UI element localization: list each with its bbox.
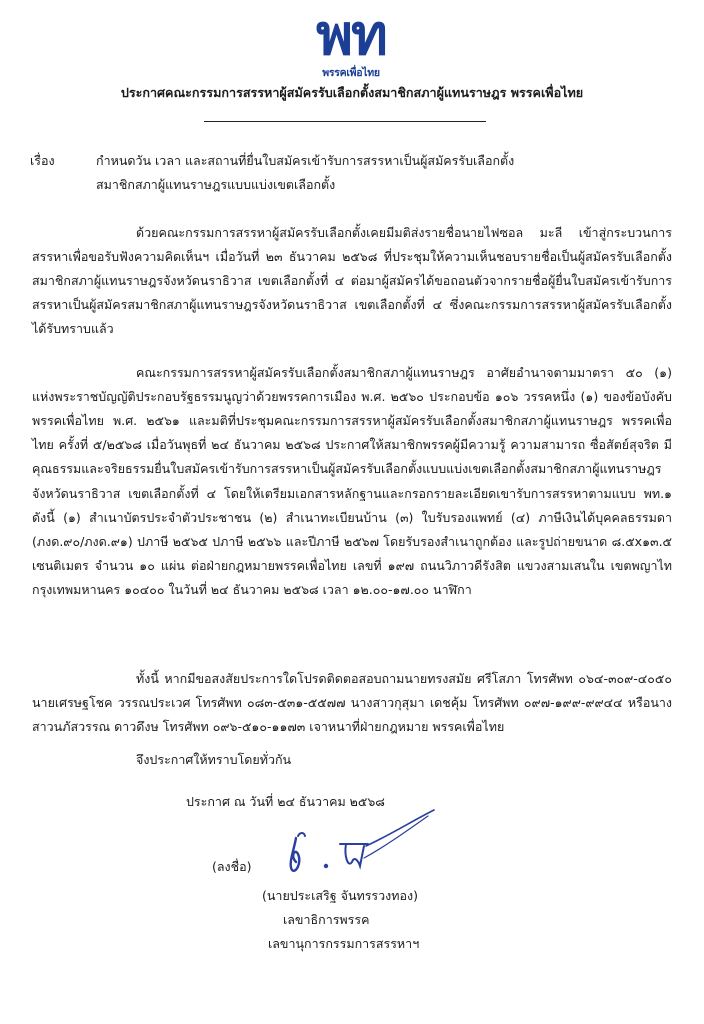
subject-label: เรื่อง — [30, 153, 55, 168]
subject-line-1: กำหนดวัน เวลา และสถานที่ยื่นใบสมัครเข้ารับการสรรหาเป็นผู้สมัครรับเลือกตั้ง — [96, 153, 515, 168]
page-title: ประกาศคณะกรรมการสรรหาผู้สมัครรับเลือกตั้งสมาชิกสภาผู้แทนราษฎร พรรคเพื่อไทย — [120, 85, 584, 100]
signatory-position-1: เลขาธิการพรรค — [283, 912, 370, 927]
paragraph-announcement: คณะกรรมการสรรหาผู้สมัครรับเลือกตั้งสมาชิกสภาผู้แทนราษฎร อาศัยอำนาจตามมาตรา ๕๐ (๑) แห่งพระราชบัญญัติประกอบรัฐธรรมนูญว่าด้วยพรรคการเมือง พ.ศ. ๒๕๖๐ ประกอบข้อ ๑๐๖ วรรคหนึ่ง (๑) ของข้อบังคับพรรคเพื่อไทย พ.ศ. ๒๕๖๑ และมติที่ประชุมคณะกรรมการสรรหาผู้สมัครรับเลือกตั้งสมาชิกสภาผู้แทนราษฎร พรรคเพื่อไทย ครั้งที่ ๕/๒๕๖๘ เมื่อวันพุธที่ ๒๔ ธันวาคม ๒๕๖๘ ประกาศให้สมาชิกพรรคผู้มีความรู้ ความสามารถ ซื่อสัตย์สุจริต มีคุณธรรมและจริยธรรมยื่นใบสมัครเข้ารับการสรรหาเป็นผู้สมัครรับเลือกตั้งแบบแบ่งเขตเลือกตั้งสมาชิกสภาผู้แทนราษฎรจังหวัดนราธิวาส เขตเลือกตั้งที่ ๔ โดยให้เตรียมเอกสารหลักฐานและกรอกรายละเอียดเขารับการสรรหาตามแบบ พท.๑ ดังนี้ (๑) สำเนาบัตรประจำตัวประชาชน (๒) สำเนาทะเบียนบ้าน (๓) ใบรับรองแพทย์ (๔) ภาษีเงินได้บุคคลธรรมดา (ภงด.๙๐/ภงด.๙๑) ปภาษี ๒๕๖๕ ปภาษี ๒๕๖๖ และปีภาษี ๒๕๖๗ โดยรับรองสำเนาถูกต้อง และรูปถ่ายขนาด ๘.๕x๑๓.๕ เซนติเมตร จำนวน ๑๐ แผ่น ต่อฝ่ายกฎหมายพรรคเพื่อไทย เลขที่ ๑๙๗ ถนนวิภาวดีรังสิต แขวงสามเสนใน เขตพญาไท กรุงเทพมหานคร ๑๐๔๐๐ ในวันที่ ๒๔ ธันวาคม ๒๕๖๘ เวลา ๑๒.๐๐-๑๗.๐๐ นาฬิกา — [32, 364, 672, 598]
closing-line: จึงประกาศให้ทราบโดยทั่วกัน — [136, 752, 292, 767]
subject-line-2: สมาชิกสภาผู้แทนราษฎรแบบแบ่งเขตเลือกตั้ง — [96, 177, 336, 192]
party-logo — [296, 3, 406, 82]
signatory-position-2: เลขานุการกรรมการสรรหาฯ — [268, 936, 420, 951]
signature-label: (ลงชื่อ) — [212, 859, 252, 874]
title-divider — [204, 121, 486, 122]
announcement-date: ประกาศ ณ วันที่ ๒๔ ธันวาคม ๒๕๖๘ — [186, 794, 385, 809]
handwritten-signature — [268, 806, 438, 886]
signatory-name: (นายประเสริฐ จันทรรวงทอง) — [262, 888, 418, 903]
paragraph-background: ด้วยคณะกรรมการสรรหาผู้สมัครรับเลือกตั้งเคยมีมติส่งรายชื่อนายไฟซอล มะลี เข้าสู่กระบวนการสรรหาเพื่อขอรับฟังความคิดเห็นฯ เมื่อวันที่ ๒๓ ธันวาคม ๒๕๖๘ ที่ประชุมให้ความเห็นชอบรายชื่อเป็นผู้สมัครรับเลือกตั้งสมาชิกสภาผู้แทนราษฎรจังหวัดนราธิวาส เขตเลือกตั้งที่ ๔ ต่อมาผู้สมัครได้ขอถอนตัวจากรายชื่อผู้ยื่นใบสมัครเข้ารับการสรรหาเป็นผู้สมัครสมาชิกสภาผู้แทนราษฎรจังหวัดนราธิวาส เขตเลือกตั้งที่ ๔ ซึ่งคณะกรรมการสรรหาผู้สมัครรับเลือกตั้งได้รับทราบแล้ว — [32, 224, 672, 337]
logo-party-name: พรรคเพื่อไทย — [322, 67, 380, 79]
logo-mark: พท — [316, 3, 386, 68]
paragraph-contacts: ทั้งนี้ หากมีขอสงสัยประการใดโปรดติดตอสอบถามนายทรงสมัย ศรีโสภา โทรศัพท ๐๖๔-๓๐๙-๔๐๕๐ นายเศรษฐโชค วรรณประเวศ โทรศัพท ๐๘๓-๕๓๑-๕๕๗๗ นางสาวกุสุมา เดชคุ้ม โทรศัพท ๐๙๗-๑๙๙-๙๙๔๔ หรือนางสาวนภัสวรรณ ดาวดึงษ โทรศัพท ๐๙๖-๕๑๐-๑๑๗๓ เจาหนาที่ฝ่ายกฎหมาย พรรคเพื่อไทย — [32, 670, 672, 734]
